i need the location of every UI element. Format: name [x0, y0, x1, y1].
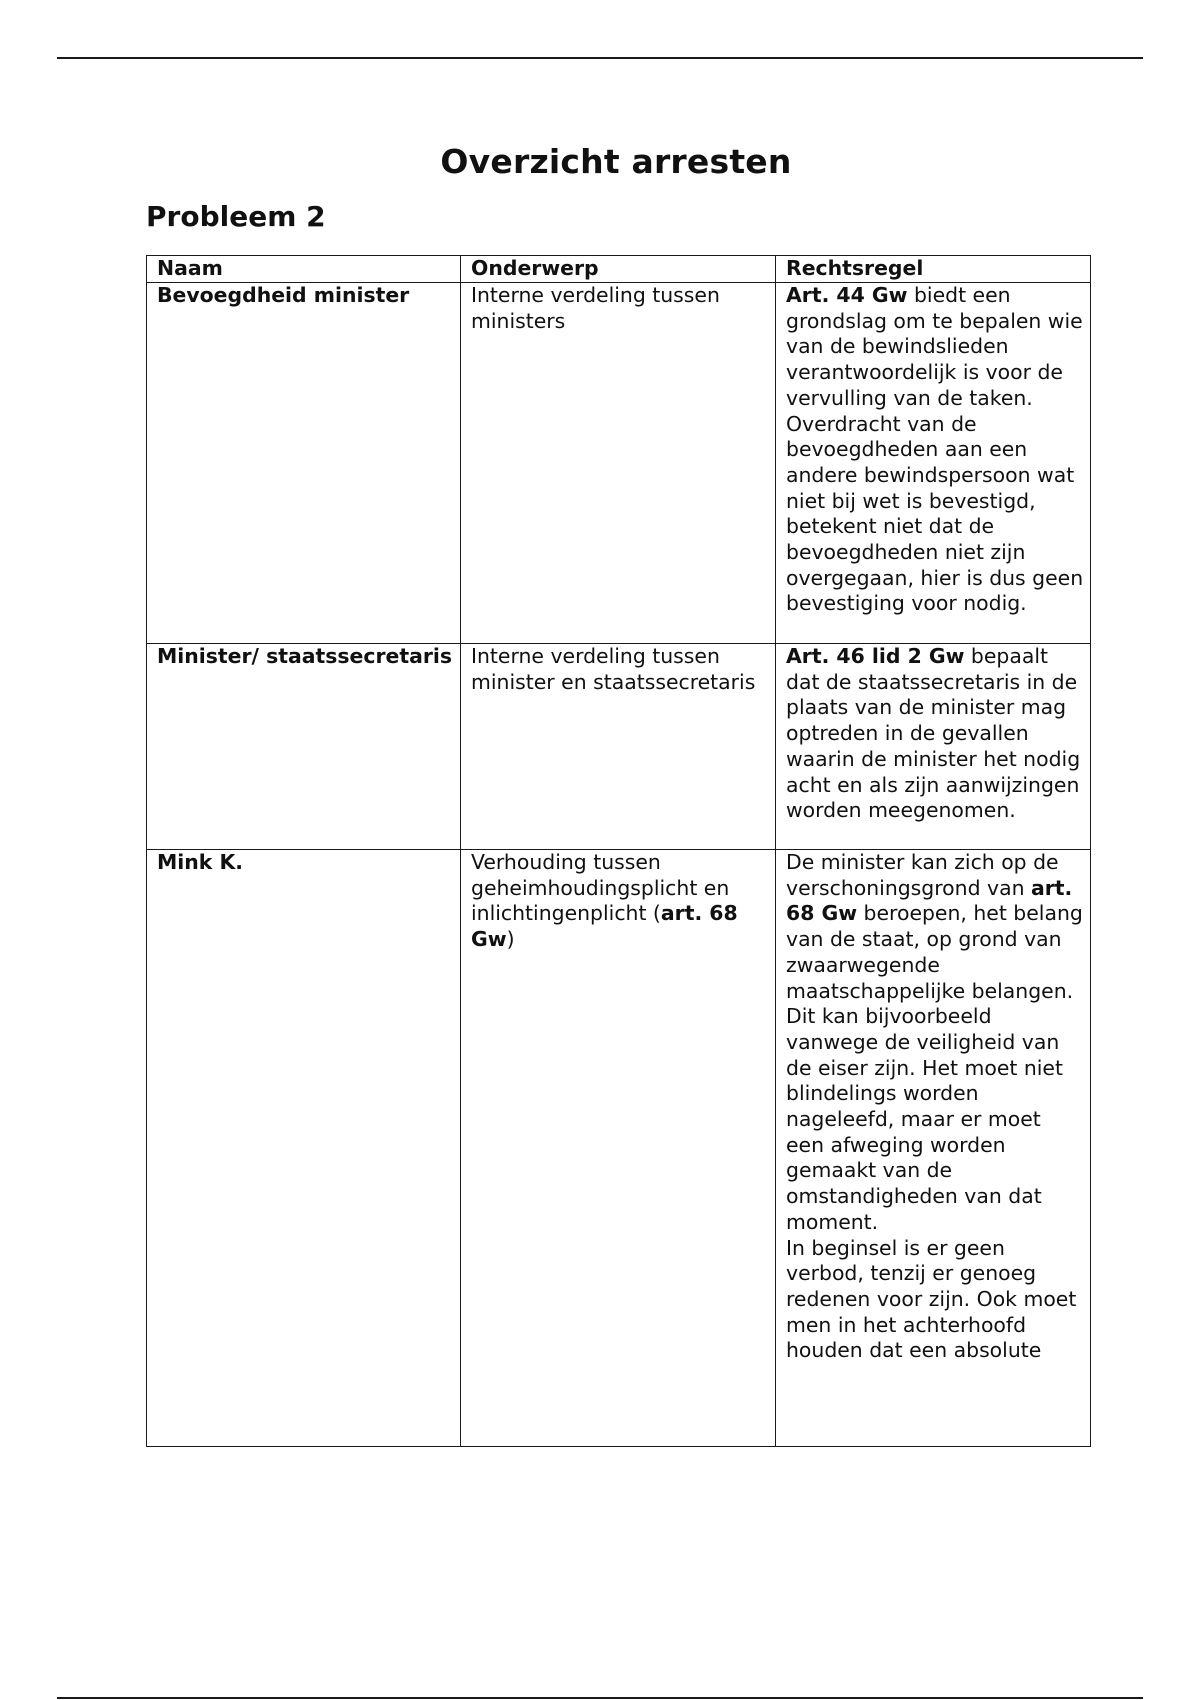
rechtsregel-text: biedt een grondslag om te bepalen wie van de bewindslieden verantwoordelijk is voor de vervulling van de taken. Overdracht van de bevoegdheden aan een andere bewindspersoon wat niet bij wet is bevestigd, betekent niet dat de bevoegdheden niet zijn overgegaan, hier is dus geen bevestiging voor nodig. — [786, 283, 1084, 616]
section-heading: Probleem 2 — [146, 200, 326, 233]
cell-rechtsregel — [776, 850, 1091, 1447]
table-header-row — [147, 256, 1091, 283]
cell-rechtsregel — [776, 644, 1091, 850]
article-reference: Art. 46 lid 2 Gw — [786, 644, 965, 668]
cell-rechtsregel — [776, 283, 1091, 644]
cell-naam: Mink K. — [147, 850, 461, 1447]
rechtsregel-text: De minister kan zich op de verschoningsgrond van — [786, 850, 1059, 900]
footer-rule — [57, 1697, 1143, 1699]
onderwerp-text-end: ) — [506, 927, 515, 952]
column-header-rechtsregel: Rechtsregel — [776, 256, 1091, 283]
onderwerp-text: Verhouding tussen geheimhoudingsplicht en inlichtingenplicht ( — [471, 850, 730, 926]
cell-naam: Bevoegdheid minister — [147, 283, 461, 644]
cell-onderwerp: Interne verdeling tussen ministers — [461, 283, 776, 644]
table-row — [147, 283, 1091, 644]
document-title: Overzicht arresten — [440, 142, 792, 181]
cell-onderwerp: Interne verdeling tussen minister en staatssecretaris — [461, 644, 776, 850]
rechtsregel-text-end: beroepen, het belang van de staat, op grond van zwaarwegende maatschappelijke belangen. Dit kan bijvoorbeeld vanwege de veiligheid van de eiser zijn. Het moet niet blindelings worden nageleefd, maar er moet een afweging worden gemaakt van de omstandigheden van dat moment. In beginsel is er geen verbod, tenzij er genoeg redenen voor zijn. Ook moet men in het achterhoofd houden dat een absolute — [786, 901, 1083, 1363]
article-reference: art. 68 Gw — [471, 901, 738, 952]
table-row — [147, 850, 1091, 1447]
rechtsregel-text: bepaalt dat de staatssecretaris in de plaats van de minister mag optreden in de gevallen waarin de minister het nodig acht en als zijn aanwijzingen worden meegenomen. — [786, 644, 1081, 823]
column-header-onderwerp: Onderwerp — [461, 256, 776, 283]
table-row — [147, 644, 1091, 850]
column-header-naam: Naam — [147, 256, 461, 283]
header-rule — [57, 57, 1143, 59]
article-reference: art. 68 Gw — [786, 875, 1073, 926]
article-reference: Art. 44 Gw — [786, 283, 908, 307]
arresten-table — [146, 255, 1091, 1447]
cell-naam: Minister/ staatssecretaris — [147, 644, 461, 850]
cell-onderwerp — [461, 850, 776, 1447]
